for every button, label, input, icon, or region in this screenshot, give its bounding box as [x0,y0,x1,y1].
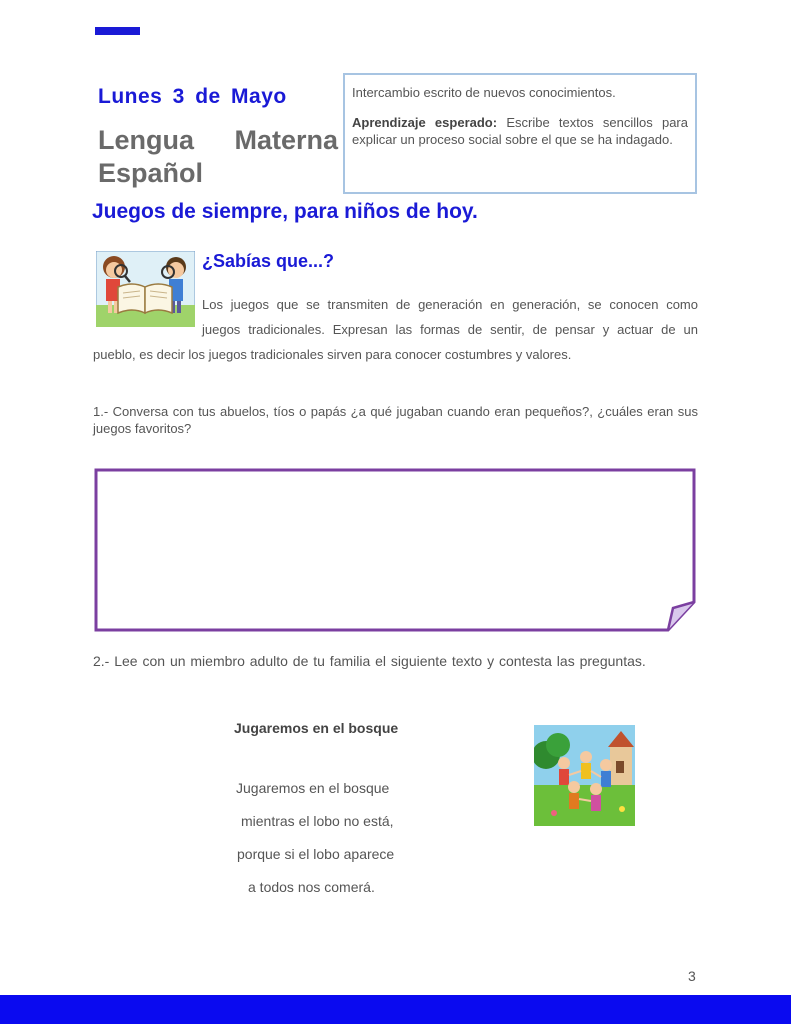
children-playing-illustration [534,725,635,826]
poem-line-4: a todos nos comerá. [248,879,375,895]
subject-word-materna: Materna [234,125,338,155]
date-heading: Lunes 3 de Mayo [98,85,287,108]
page-number: 3 [688,968,696,984]
info-box-intro: Intercambio escrito de nuevos conocimientos. [352,85,616,100]
question-2: 2.- Lee con un miembro adulto de tu familia el siguiente texto y contesta las preguntas. [93,653,646,669]
learning-info-box [343,73,697,194]
poem-line-1: Jugaremos en el bosque [236,780,390,796]
top-accent-bar [95,27,140,35]
did-you-know-line-1: Los juegos que se transmiten de generación en generación, se conocen como [202,297,698,312]
poem-line-2: mientras el lobo no está, [241,813,394,829]
answer-box[interactable] [92,466,700,634]
subject-word-lengua: Lengua [98,125,195,155]
question-1: 1.- Conversa con tus abuelos, tíos o papás ¿a qué jugaban cuando eran pequeños?, ¿cuáles eran sus juegos favoritos? [93,404,698,436]
kids-reading-book-illustration [96,251,195,327]
expected-learning-label: Aprendizaje esperado: [352,115,498,130]
did-you-know-line-3: pueblo, es decir los juegos tradicionales sirven para conocer costumbres y valores. [93,347,572,362]
bottom-accent-bar [0,995,791,1024]
subject-word-espanol: Español [98,158,204,188]
main-title: Juegos de siempre, para niños de hoy. [92,200,478,223]
expected-learning-text: Escribe textos sencillos para explicar un proceso social sobre el que se ha indagado. [352,115,688,147]
did-you-know-heading: ¿Sabías que...? [202,251,335,271]
poem-line-3: porque si el lobo aparece [237,846,395,862]
subject-heading [98,124,338,190]
expected-learning [352,114,688,148]
poem-title: Jugaremos en el bosque [234,720,399,736]
did-you-know-line-2: juegos tradicionales. Expresan las formas de sentir, de pensar y actuar de un [202,322,698,337]
